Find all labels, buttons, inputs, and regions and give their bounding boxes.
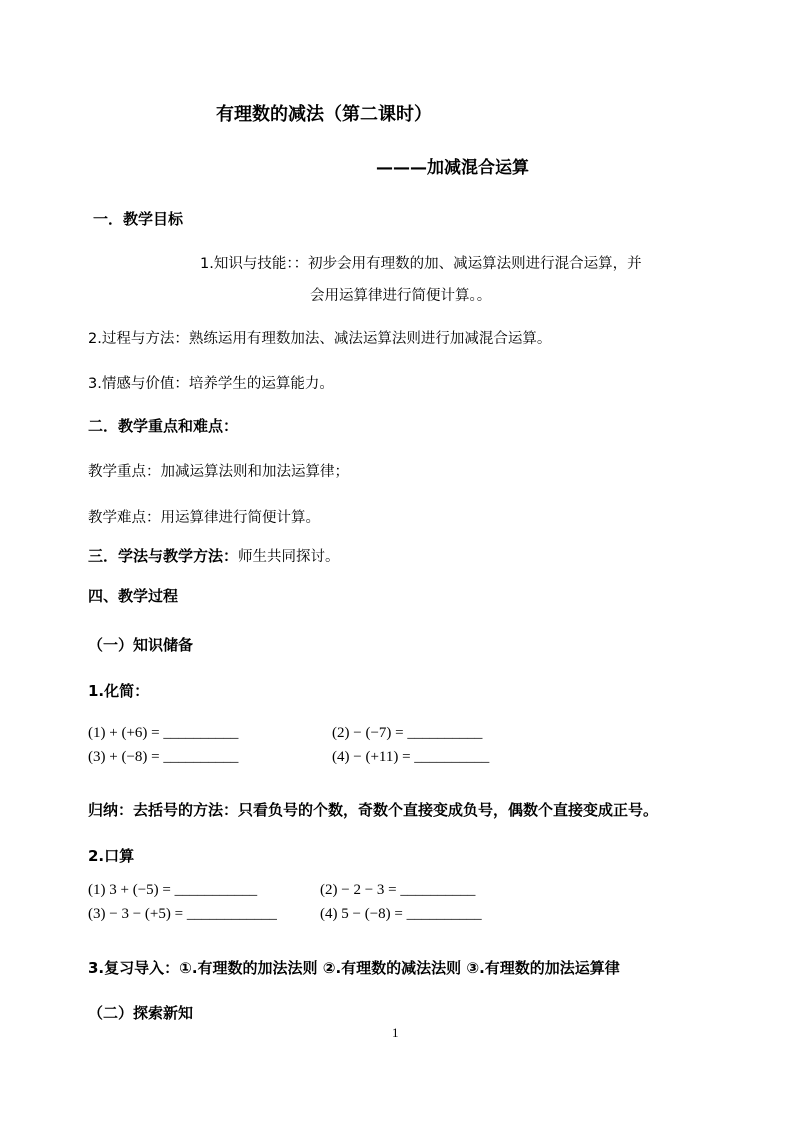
section-1-heading: 一．教学目标 (93, 210, 184, 228)
q2-item-3: (3) − 3 − (+5) = ____________ (88, 906, 277, 922)
section-2-heading: 二．教学重点和难点： (88, 417, 239, 435)
section-3-text: 师生共同探讨。 (238, 549, 340, 565)
section-3 (88, 545, 340, 566)
document-subtitle: ———加减混合运算 (376, 158, 529, 178)
goal-1-line-1: 1.知识与技能：：初步会用有理数的加、减运算法则进行混合运算，并 (200, 256, 642, 272)
section-3-heading: 三．学法与教学方法： (88, 547, 239, 565)
q2-item-1: (1) 3 + (−5) = ___________ (88, 882, 258, 898)
q1-item-2: (2) − (−7) = __________ (332, 725, 483, 741)
section-4-heading: 四、教学过程 (88, 587, 179, 605)
question-1-label: 1.化简： (88, 682, 150, 700)
subsection-1-heading: （一）知识储备 (88, 636, 194, 654)
subsection-2-heading: （二）探索新知 (88, 1004, 194, 1022)
key-point: 教学重点：加减运算法则和加法运算律； (88, 464, 349, 480)
q1-item-4: (4) − (+11) = __________ (332, 749, 490, 765)
q1-item-1: (1) + (+6) = __________ (88, 725, 239, 741)
goal-2: 2.过程与方法：熟练运用有理数加法、减法运算法则进行加减混合运算。 (88, 331, 552, 347)
q2-item-4: (4) 5 − (−8) = __________ (320, 906, 482, 922)
summary: 归纳：去括号的方法：只看负号的个数，奇数个直接变成负号，偶数个直接变成正号。 (88, 801, 659, 819)
question-3: 3.复习导入：①.有理数的加法法则 ②.有理数的减法法则 ③.有理数的加法运算律 (88, 959, 620, 977)
difficulty: 教学难点：用运算律进行简便计算。 (88, 510, 320, 526)
goal-3: 3.情感与价值：培养学生的运算能力。 (88, 376, 334, 392)
goal-1-line-2: 会用运算律进行简便计算。。 (310, 288, 492, 304)
question-2-label: 2.口算 (88, 847, 135, 865)
q2-item-2: (2) − 2 − 3 = __________ (320, 882, 476, 898)
page-number: 1 (392, 1025, 399, 1040)
q1-item-3: (3) + (−8) = __________ (88, 749, 239, 765)
document-title: 有理数的减法（第二课时） (216, 104, 432, 125)
